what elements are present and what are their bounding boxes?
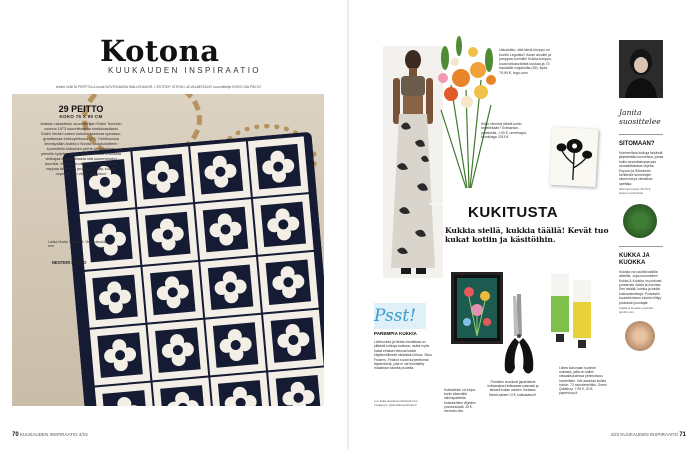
- sidebar-body-2: Kukista voi nauttia kaikilla aisteilla. Jopa kuunnellen! Kukka & Kuokka on podcast puutarhan iloista ja suruista. Sen sisällä, kuinka ja kaikki kukkavalmistoja. Podcastin kuuntelemisen ekoihin liittyy podcastin juontajat.: [619, 269, 662, 305]
- granny-square: [258, 252, 319, 313]
- right-page: [349, 0, 696, 449]
- credits-line: tekstit JANITA PERTTULA kuvat NOVITA/ANNA WALLENDAHR, L'ESTROP, SITENO JA VALMISTAJAT suunnittelija EISKO SÄLPÄKIVI: [56, 85, 261, 89]
- blanket-photo: [12, 94, 324, 406]
- psst-source: Lue lisää slowflowersfinland.fi tai Instagram: @slowflowersfinland: [374, 399, 418, 407]
- granny-square: [205, 315, 266, 376]
- granny-square: [263, 310, 324, 371]
- page-number: 70: [12, 432, 19, 438]
- granny-square: [153, 378, 214, 406]
- sidebar-body-1: Hurmeellisia lukkuja keväisiä järjestetään kunneissa, joissa kotiin sesonkialopaa saa ammattitaitoisia ohjeita. Espoon ja Siitonhullu kehittelee tunnettujen sitomoina ja vieraileva opettaja.: [619, 151, 664, 186]
- sidebar-source-1: Siitoman kurssi 40-70 €, siitomo.net/kurssit.: [619, 187, 652, 196]
- psst-heading: PAREMPIA KUKKIA: [374, 331, 417, 336]
- section-title: KUKITUSTA: [468, 204, 559, 221]
- brand-tag: NESTER/ PEITTO: [52, 260, 87, 265]
- granny-square: [148, 320, 209, 381]
- granny-square: [137, 204, 198, 265]
- sidebar-heading-2: KUKKA JA KUOKKA: [619, 252, 650, 266]
- scissors-image: [499, 290, 539, 380]
- granny-square: [190, 141, 251, 202]
- yarn-note: Lanka Novita 7 Veljestä. Virkkuukoukku 4,5 mm.: [48, 240, 113, 249]
- plant-photo: [623, 204, 657, 238]
- photo-credit-maxmara: MAX MARA: [429, 201, 454, 206]
- card-caption: Kiitko viimeksi lähetit kortin kenellekään? Sclmarske-punaisella, 1,90 €, urmehagut, bronkhage 2015 fi.: [481, 122, 527, 140]
- product-textblock: [40, 104, 122, 177]
- granny-square: [85, 267, 146, 328]
- granny-square: [90, 325, 151, 386]
- sidebar-divider-2: [619, 246, 663, 247]
- granny-square: [253, 194, 314, 255]
- frame-caption: Kukkatieton voi kirjoa kortin käsevällä valmispaketilla. Kukkalehtien vitjeiden poveseskadä. 25 €, vermuttu.hks.: [444, 388, 476, 414]
- author-avatar: [619, 40, 663, 98]
- tubes-caption: Lähes kokonaan tuorinen luokasta, joilla on kaikin nissaalisuudessa pehmoisuus luonteittain. Voit askartaa kukkia huiviin. 73 munalenniittiin. Green Quiltshop, 7.90 €, 20 €, papershop.fi.: [559, 366, 607, 396]
- granny-square: [210, 372, 271, 406]
- product-body-text: Arabian rakastetun suunnittelijan Esteri Tomulan vuonna 1973 suunnittelema nimikkoastiasto Esteri heräsi uuteen kukoistukseensa upeassa, graafisessa torkkupeitossa (29). Huhtikuussa ilmestyvään Arabia x Novita -lasiutuskitteen suunniteltu klassinen perhe on mitoiltaan pienelle kyljelle, mutta mikään ei estä innokasta virkkajaa kasvattamasta sitä suuremmaksi huoviksi. Malli on kuukotava ja ilsana, joten neppaa tästä kiva projekti ja ylläty, kuinka nopeasti yksi väliitu valmistuu!: [40, 122, 122, 176]
- folio-left: [12, 432, 88, 438]
- granny-square: [132, 146, 193, 207]
- psst-body: Lähivuokka ja hiidas mustikkaa on ylittäviä lohkoja tuoksua, mutta myös kukat erilaiset tekovat kaikki käytännöllisesti värikästä lohkoa. Slow Flowers -Finland suosii turpeettomia täydentäviä, joita ei ole lennätetty maailman toiselta puolelta.: [374, 340, 432, 371]
- granny-square: [195, 199, 256, 260]
- sidebar: [619, 40, 669, 351]
- paint-tubes-image: [547, 270, 597, 366]
- lego-flower-bouquet-image: [431, 30, 501, 190]
- author-signature: Janita suosittelee: [619, 108, 661, 126]
- page-number: 71: [679, 432, 686, 438]
- scissors-caption: Floristien suosimat japanilaiset kukkasakset leikkaavat sulavasti ja tarkasti kukan varsien. Ikebana-floristi.sakset 14 €, kukkasaksi.fi.: [487, 380, 539, 397]
- folio-right: [610, 432, 686, 438]
- granny-square: [200, 257, 261, 318]
- sidebar-divider: [619, 134, 663, 135]
- product-title: 29 PEITTO: [58, 104, 104, 114]
- page-headline: Kotona: [100, 34, 220, 68]
- section-subtitle: Kukkia siellä, kukkia täällä! Kevät tuo kukat kotiin ja käsitöihin.: [445, 226, 609, 244]
- flower-caption: Uskoisitko, että tämä kimppu on koottu Legoista? Aivan aivoille ja jumppaa sormille! Kukka-kimppu, kuusi kirkasväristä kukkaa ja 73 haudaille majakoilla (35). lkpla 79,99 €, lego.com.: [499, 48, 552, 75]
- psst-label: Psst!: [374, 306, 417, 326]
- folio-label: KUUKAUDEN INSPIRAATIO 4/23: [19, 432, 88, 437]
- folio-label: 4/23 KUUKAUDEN INSPIRAATIO: [610, 432, 679, 437]
- granny-square: [248, 136, 309, 197]
- sidebar-source-2: Kukka & kuokka -podcast, spotify.com.: [619, 306, 654, 314]
- sidebar-heading-1: SITOMAAN?: [619, 141, 655, 147]
- page-subheadline: KUUKAUDEN INSPIRAATIO: [108, 66, 261, 75]
- granny-square: [268, 367, 324, 406]
- podcast-hosts-photo: [625, 321, 655, 351]
- framed-embroidery-image: [451, 272, 503, 344]
- flower-card-image: [550, 127, 599, 187]
- product-size: KOKO 75 X 90 CM: [59, 114, 103, 119]
- granny-square: [142, 262, 203, 323]
- left-page: [0, 0, 347, 449]
